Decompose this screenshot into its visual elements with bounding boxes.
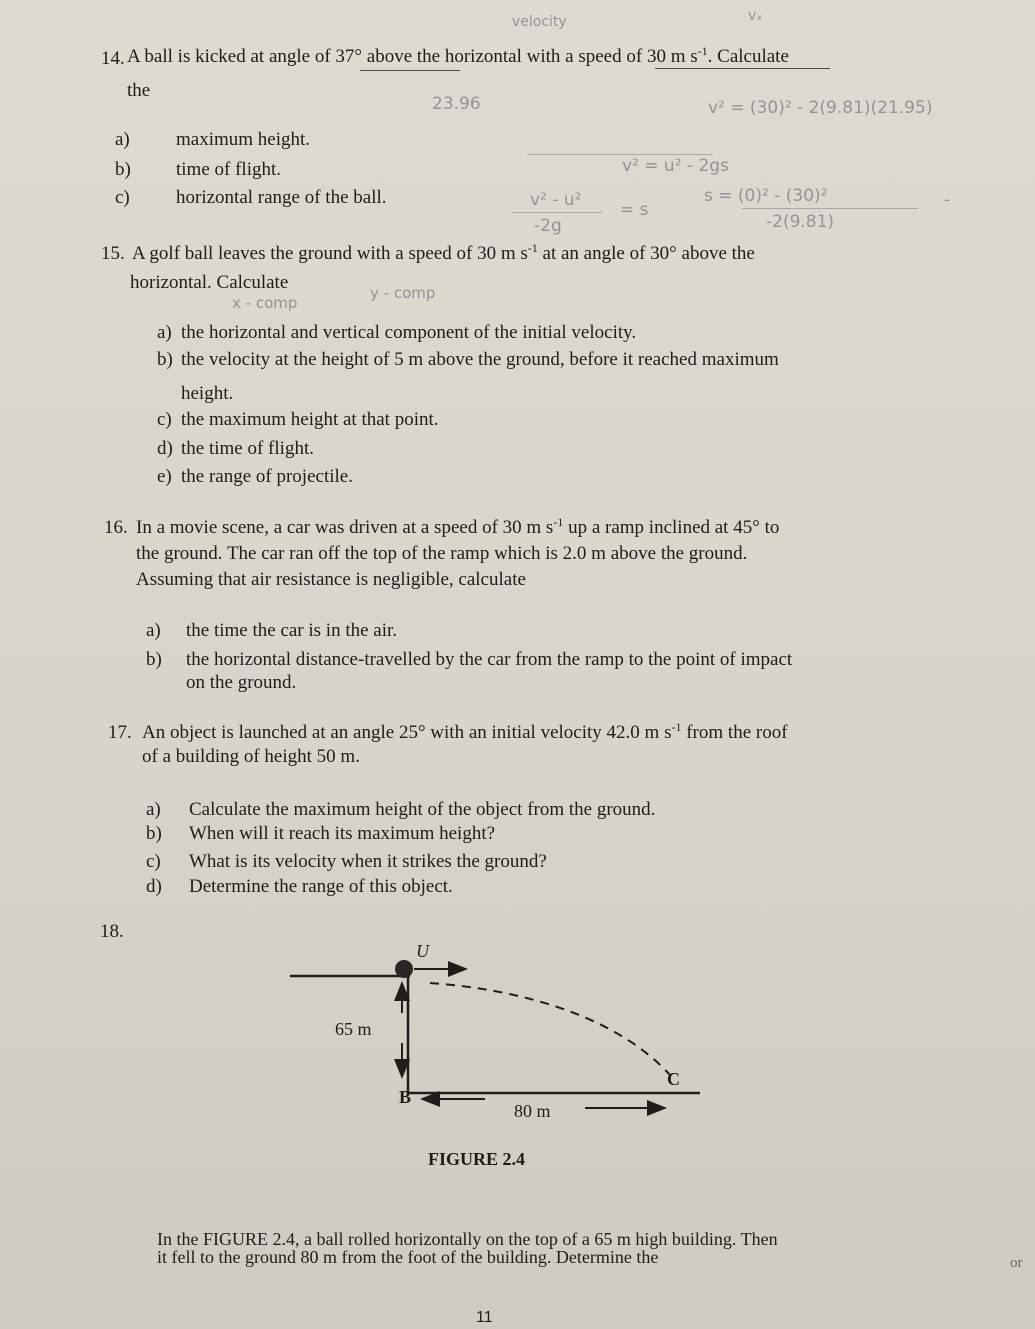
underline-mark <box>360 70 460 71</box>
question-15-part-a: a) <box>157 322 172 343</box>
handwritten-note: vₓ <box>748 8 763 24</box>
question-15-part-e-text: the range of projectile. <box>181 466 353 487</box>
label-distance: 80 m <box>514 1101 551 1121</box>
question-18-text-line-1: In the FIGURE 2.4, a ball rolled horizontally on the top of a 65 m high building. Then <box>157 1229 778 1249</box>
question-14-part-a: a) <box>115 129 130 150</box>
question-17-part-c: c) <box>146 851 161 872</box>
question-17-part-b: b) <box>146 823 162 844</box>
question-16-stem: In a movie scene, a car was driven at a speed of 30 m $s^{-1}$ up a ramp inclined at 45° to <box>136 515 780 538</box>
handwritten-note: velocity <box>512 14 567 30</box>
question-15-part-b-text-cont: height. <box>181 383 234 404</box>
question-15-part-c: c) <box>157 409 172 430</box>
handwritten-note: 23.96 <box>432 94 481 114</box>
label-c: C <box>667 1069 680 1089</box>
question-17-part-d-text: Determine the range of this object. <box>189 876 453 897</box>
handwritten-note: s = (0)² - (30)² <box>704 186 828 206</box>
question-15-stem: A golf ball leaves the ground with a speed of 30 m $s^{-1}$ at an angle of 30° above the <box>132 241 755 264</box>
label-height: 65 m <box>335 1019 372 1039</box>
handwritten-line <box>742 208 918 209</box>
question-15-part-c-text: the maximum height at that point. <box>181 409 439 430</box>
trajectory-path <box>430 983 670 1075</box>
question-15-part-b: b) <box>157 349 173 370</box>
question-16-number: 16. <box>104 517 128 538</box>
handwritten-note: -2(9.81) <box>766 212 835 232</box>
question-17-number: 17. <box>108 722 132 743</box>
handwritten-note: - <box>944 190 951 210</box>
question-15-part-d-text: the time of flight. <box>181 438 314 459</box>
question-18-number: 18. <box>100 921 124 942</box>
question-14-part-c: c) <box>115 187 130 208</box>
handwritten-note: v² - u² <box>530 190 582 210</box>
question-17-part-a-text: Calculate the maximum height of the object from the ground. <box>189 799 656 820</box>
question-17-part-d: d) <box>146 876 162 897</box>
figure-2-4 <box>280 935 710 1175</box>
question-14-part-b: b) <box>115 159 131 180</box>
handwritten-note: -2g <box>534 216 562 236</box>
question-16-part-a: a) <box>146 620 161 641</box>
question-17-part-b-text: When will it reach its maximum height? <box>189 823 496 844</box>
question-15-part-b-text: the velocity at the height of 5 m above the ground, before it reached maximum <box>181 349 779 370</box>
label-b: B <box>399 1087 412 1107</box>
handwritten-note: v² = (30)² - 2(9.81)(21.95) <box>708 98 933 118</box>
underline-mark <box>655 68 830 69</box>
question-14-part-a-text: maximum height. <box>176 129 311 150</box>
question-14-part-c-text: horizontal range of the ball. <box>176 187 387 208</box>
question-17-stem-cont: of a building of height 50 m. <box>142 746 360 767</box>
question-15-part-a-text: the horizontal and vertical component of the initial velocity. <box>181 322 637 343</box>
question-14-stem: A ball is kicked at angle of 37° above the horizontal with a speed of 30 m $s^{-1}$. Calculate <box>127 44 789 67</box>
handwritten-line <box>512 212 602 213</box>
ball <box>395 960 413 978</box>
question-16-part-a-text: the time the car is in the air. <box>186 620 398 641</box>
handwritten-note: y - comp <box>370 284 436 302</box>
question-16-stem-line-2: the ground. The car ran off the top of the ramp which is 2.0 m above the ground. <box>136 543 748 564</box>
question-17-part-c-text: What is its velocity when it strikes the ground? <box>189 851 547 872</box>
handwritten-note: v² = u² - 2gs <box>622 156 729 176</box>
question-16-stem-line-3: Assuming that air resistance is negligible, calculate <box>136 569 526 590</box>
edge-fragment: or <box>1010 1255 1023 1271</box>
question-15-stem-cont: horizontal. Calculate <box>130 272 289 293</box>
question-15-part-e: e) <box>157 466 172 487</box>
question-14-stem-cont: the <box>127 80 151 101</box>
figure-caption: FIGURE 2.4 <box>428 1149 526 1169</box>
handwritten-note: x - comp <box>232 294 298 312</box>
question-16-part-b: b) <box>146 649 162 670</box>
question-16-part-b-text: the horizontal distance-travelled by the car from the ramp to the point of impact <box>186 649 793 670</box>
question-15-number: 15. <box>101 243 125 264</box>
page-number: 11 <box>476 1309 493 1326</box>
question-14-number: 14. <box>101 48 125 69</box>
question-14-part-b-text: time of flight. <box>176 159 282 180</box>
label-u: U <box>416 941 429 961</box>
question-18-text-line-2: it fell to the ground 80 m from the foot of the building. Determine the <box>157 1247 659 1267</box>
question-17-part-a: a) <box>146 799 161 820</box>
question-17-stem: An object is launched at an angle 25° with an initial velocity 42.0 m $s^{-1}$ from the roof <box>142 720 788 743</box>
question-15-part-d: d) <box>157 438 173 459</box>
question-16-part-b-text-cont: on the ground. <box>186 672 297 693</box>
handwritten-note: = s <box>620 200 649 220</box>
handwritten-line <box>527 154 713 155</box>
